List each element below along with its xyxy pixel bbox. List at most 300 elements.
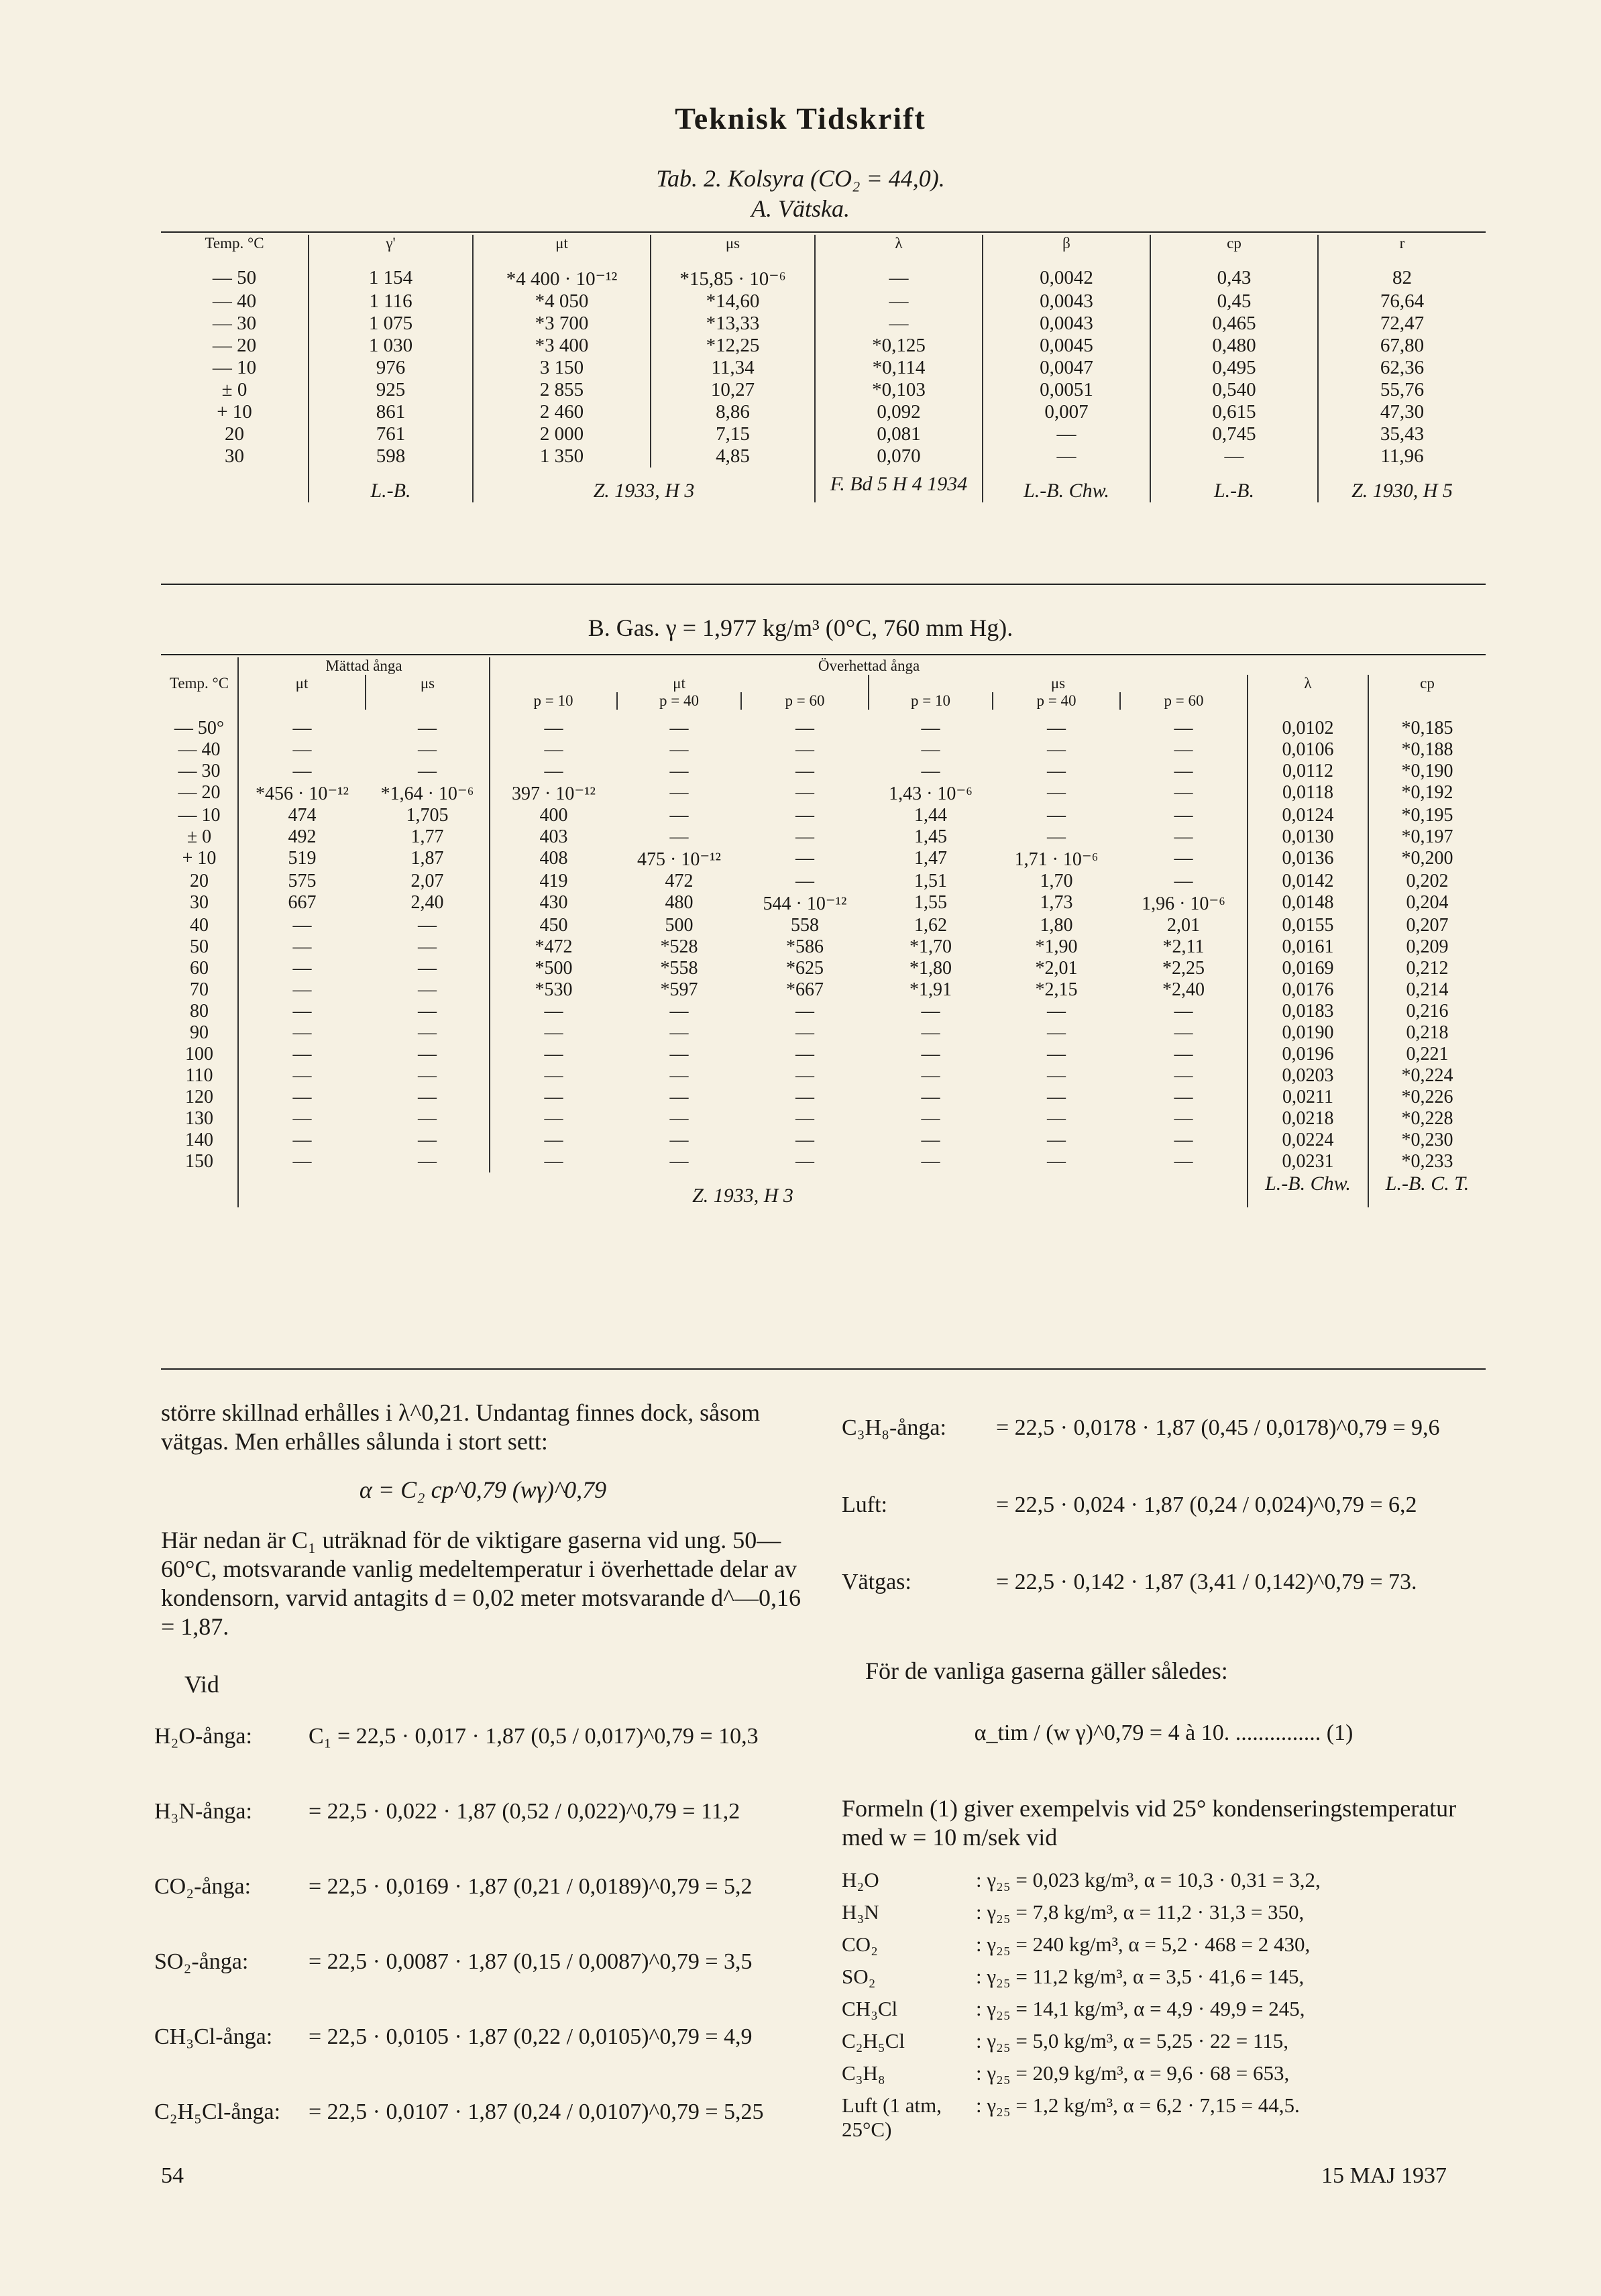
header-cell: μt [473,235,651,252]
table-cell: — [669,1001,689,1022]
table-cell: *0,195 [1401,805,1453,826]
table-cell: 976 [309,357,473,379]
group-saturated: Mättad ånga [238,657,490,675]
table-cell: — [544,718,563,739]
source-cell: Z. 1933, H 3 [238,1172,1248,1207]
table-cell: — [921,1151,940,1172]
table-cell: *3 700 [473,313,651,335]
table-cell: — [1047,782,1066,803]
source-cell: L.-B. [1150,468,1318,502]
table-cell: — [983,445,1150,468]
table-cell: 403 [539,826,568,847]
table-cell: 430 [539,892,568,913]
table-cell: 20 [161,871,238,892]
table-cell: 30 [161,892,238,915]
table-cell: 0,0161 [1248,936,1368,958]
source-cell: L.-B. [309,468,473,502]
table-cell: — [921,1108,940,1129]
table-cell: — [921,1022,940,1043]
table-cell: 1 350 [473,445,651,468]
table-cell: 0,0136 [1248,848,1368,871]
table-cell: — [366,710,490,739]
table-cell: 0,207 [1406,915,1449,936]
table-cell: — [795,1065,814,1086]
table-a-liquid [161,235,1486,502]
equation-expression: = 22,5 · 0,022 · 1,87 (0,52 / 0,022)^0,79 = 11,2 [309,1799,740,1824]
page-number: 54 [161,2163,184,2188]
table-cell: — [292,1130,312,1150]
table-cell: *2,25 [1120,958,1248,979]
table-cell: — [795,1087,814,1107]
table-cell: 40 [161,915,238,936]
table-cell: + 10 [161,401,309,423]
table-cell: 419 [539,871,568,891]
equation-row [154,1949,825,2024]
table-cell: — [669,718,689,739]
table-cell: — [1120,1087,1248,1108]
table-cell: — [795,805,814,826]
table-cell: — [292,761,312,781]
example-row [842,2061,1486,2093]
table-cell: — 50° [161,710,238,739]
table-cell: 0,0155 [1248,915,1368,936]
table-row [161,710,1486,739]
vid-label: Vid [184,1671,219,1698]
table-cell: — [795,1044,814,1064]
table-cell: — [1047,805,1066,826]
left-equations [154,1724,825,2175]
equation-row [154,1874,825,1949]
table-cell: 2,07 [366,871,490,892]
table-cell: — [669,1151,689,1172]
table-row [161,1065,1486,1087]
table-cell: 0,615 [1150,401,1318,423]
blank-cell [161,1172,238,1207]
table-cell: — [1120,1151,1248,1172]
table-cell: — [366,1151,490,1172]
table-row [161,401,1486,423]
table-cell: 1,71 · 10⁻⁶ [1014,849,1099,870]
example-gas: H₃N [842,1900,879,1924]
table-b-header-row [161,675,1486,692]
table-cell: 0,540 [1150,379,1318,401]
equation-expression: C₁ = 22,5 · 0,017 · 1,87 (0,5 / 0,017)^0,79 = 10,3 [309,1724,759,1749]
table-cell: *0,188 [1401,739,1453,760]
table-cell: 1,62 [914,915,947,936]
table-cell: 0,0224 [1248,1130,1368,1151]
equation-row [154,1724,825,1799]
table-cell: 400 [539,805,568,826]
source-cell: L.-B. Chw. [1248,1172,1368,1207]
mu-s-super-header: μs [869,675,1248,692]
example-value: : γ₂₅ = 240 kg/m³, α = 5,2 · 468 = 2 430, [976,1932,1311,1956]
header-cell: cp [1150,235,1318,252]
table-cell: 70 [161,979,238,1001]
table-cell: 0,0218 [1248,1108,1368,1130]
table-cell: 472 [665,871,694,891]
table-row [161,335,1486,357]
table-cell: — [292,1151,312,1172]
table-cell: 0,0047 [983,357,1150,379]
table-cell: 558 [791,915,819,936]
table-cell: — [544,739,563,760]
table-cell: — [366,1087,490,1108]
table-cell: — [921,1130,940,1150]
table-cell: *0,190 [1401,761,1453,781]
table-cell: — [1120,1065,1248,1087]
table-cell: 667 [288,892,317,913]
equation-label: C₃H₈-ånga: [842,1415,946,1440]
table-cell: — [669,1108,689,1129]
equation-row [842,1570,1486,1647]
left-formula: α = C₂ cp^0,79 (wγ)^0,79 [359,1476,607,1503]
table-cell: — [544,1022,563,1043]
table-cell: 1,44 [914,805,947,826]
table-cell: 0,0203 [1248,1065,1368,1087]
table-cell: — [292,1087,312,1107]
blank-cell [161,657,238,675]
table-cell: — [366,1130,490,1151]
blank-cell [1368,692,1486,710]
table-cell: 0,0211 [1248,1087,1368,1108]
table-cell: 0,0196 [1248,1044,1368,1065]
pressure-cell: p = 10 [490,692,617,710]
table-cell: — [1120,826,1248,848]
example-value: : γ₂₅ = 20,9 kg/m³, α = 9,6 · 68 = 653, [976,2061,1290,2085]
equation-expression: = 22,5 · 0,024 · 1,87 (0,24 / 0,024)^0,79 = 6,2 [996,1492,1417,1517]
pressure-cell: p = 10 [869,692,993,710]
table-cell: — [1047,1044,1066,1064]
table-cell: — [795,782,814,803]
table-subcaption: A. Vätska. [751,195,850,222]
pressure-cell: p = 40 [993,692,1120,710]
table-cell: 925 [309,379,473,401]
table-cell: — [1047,826,1066,847]
table-cell: *528 [660,936,698,957]
table-cell: — [921,761,940,781]
pressure-cell: p = 40 [617,692,741,710]
table-cell: — [1047,1087,1066,1107]
table-cell: 0,495 [1150,357,1318,379]
example-row [842,1965,1486,1997]
table-cell: 1,43 · 10⁻⁶ [889,783,973,804]
example-row [842,1932,1486,1965]
table-cell: — [366,1001,490,1022]
table-cell: 1 075 [309,313,473,335]
table-cell: *12,25 [651,335,815,357]
table-cell: 0,092 [815,401,983,423]
table-cell: — [669,739,689,760]
table-cell: — [292,1001,312,1022]
table-cell: *0,200 [1401,848,1453,869]
header-cell: λ [815,235,983,252]
table-cell: — [292,1022,312,1043]
equation-row [154,2099,825,2175]
header-cell: β [983,235,1150,252]
table-cell: — 20 [161,335,309,357]
equation-expression: = 22,5 · 0,142 · 1,87 (3,41 / 0,142)^0,79 = 73. [996,1570,1417,1594]
table-cell: — [983,423,1150,445]
table-cell: *0,185 [1401,718,1453,739]
table-cell: *13,33 [651,313,815,335]
equation-label: CH₃Cl-ånga: [154,2024,273,2049]
table-row [161,1151,1486,1172]
right-equations [842,1415,1486,1647]
table-cell: 110 [161,1065,238,1087]
table-cell: 82 [1392,267,1412,288]
table-cell: 1,47 [914,848,947,869]
table-cell: 500 [665,915,694,936]
table-cell: — [544,1130,563,1150]
table-cell: ± 0 [161,826,238,848]
blank-cell [238,692,366,710]
table-cell: 0,0148 [1248,892,1368,915]
equation-row [154,1799,825,1874]
table-cell: 0,081 [815,423,983,445]
source-cell: L.-B. Chw. [983,468,1150,502]
table-cell: 11,96 [1380,445,1424,467]
table-cell: 140 [161,1130,238,1151]
table-cell: — [1120,782,1248,805]
table-cell: 67,80 [1380,335,1425,356]
table-row [161,915,1486,936]
table-cell: *667 [786,979,824,1000]
table-cell: — 20 [161,782,238,805]
table-cell: — 30 [161,761,238,782]
table-cell: 3 150 [473,357,651,379]
table-cell: *2,40 [1120,979,1248,1001]
gas-caption: B. Gas. γ = 1,977 kg/m³ (0°C, 760 mm Hg). [588,614,1013,641]
journal-header: Teknisk Tidskrift [675,101,926,135]
table-cell: 0,216 [1406,1001,1449,1022]
table-cell: — [795,1001,814,1022]
example-row [842,1997,1486,2029]
table-cell: — [292,915,312,936]
equation-expression: = 22,5 · 0,0178 · 1,87 (0,45 / 0,0178)^0,79 = 9,6 [996,1415,1440,1440]
table-cell: 1,87 [366,848,490,871]
table-cell: 0,0130 [1248,826,1368,848]
table-row [161,1044,1486,1065]
table-cell: — [669,1087,689,1107]
table-cell: 0,070 [815,445,983,468]
group-superheated: Överhettad ånga [818,657,920,674]
table-row [161,357,1486,379]
header-cell: Temp. °C [161,235,309,252]
table-row [161,782,1486,805]
example-gas: SO₂ [842,1965,876,1988]
table-row [161,958,1486,979]
table-cell: 30 [161,445,309,468]
table-cell: — [366,739,490,761]
table-a-header-row [161,235,1486,252]
table-cell: *2,15 [1035,979,1078,1000]
table-b-source-row [161,1172,1486,1207]
table-cell: — [292,1044,312,1064]
table-cell: — [1047,1151,1066,1172]
table-cell: — 40 [161,739,238,761]
table-cell: — [1120,739,1248,761]
table-cell: — [815,252,983,290]
table-cell: — [669,1022,689,1043]
table-cell: — 40 [161,290,309,313]
table-cell: — [921,739,940,760]
table-cell: *4 400 · 10⁻¹² [473,252,651,290]
table-cell: — [1120,871,1248,892]
source-cell [161,468,309,502]
table-row [161,252,1486,290]
table-cell: 1,70 [1040,871,1073,891]
table-row [161,313,1486,335]
table-cell: — [544,1108,563,1129]
lambda-header: λ [1248,675,1368,692]
table-cell: 0,0043 [983,313,1150,335]
table-cell: — [544,1087,563,1107]
table-cell: *0,103 [815,379,983,401]
table-row [161,848,1486,871]
table-cell: — [1120,805,1248,826]
table-cell: — [366,1108,490,1130]
table-cell: 475 · 10⁻¹² [637,849,721,870]
table-cell: 1,55 [914,892,947,913]
equation-label: C₂H₅Cl-ånga: [154,2099,281,2124]
table-cell: 2 855 [473,379,651,401]
table-cell: — [366,915,490,936]
table-cell: *500 [535,958,573,979]
table-cell: 0,212 [1406,958,1449,979]
table-cell: 10,27 [651,379,815,401]
table-cell: *0,192 [1401,782,1453,803]
table-cell: — [1047,1065,1066,1086]
table-cell: 72,47 [1380,313,1425,334]
example-value: : γ₂₅ = 14,1 kg/m³, α = 4,9 · 49,9 = 245, [976,1997,1305,2020]
equation-label: H₂O-ånga: [154,1724,252,1749]
equation-label: H₃N-ånga: [154,1799,252,1824]
table-cell: — [544,1044,563,1064]
table-cell: 1,77 [366,826,490,848]
left-paragraph-2: Här nedan är C₁ uträknad för de viktigare gaserna vid ung. 50—60°C, motsvarande vanlig medeltemperatur i överhettade delar av kondensorn, varvid antagits d = 0,02 meter motsvarande d^—0,16 = 1,87. [161,1527,801,1640]
table-cell: — [1120,1108,1248,1130]
table-cell: 4,85 [651,445,815,468]
table-cell: *0,226 [1401,1087,1453,1107]
table-cell: — [921,1065,940,1086]
table-cell: 0,0169 [1248,958,1368,979]
table-cell: — [1047,1022,1066,1043]
header-cell: r [1399,235,1405,252]
table-cell: 397 · 10⁻¹² [512,783,596,804]
table-cell: — [815,313,983,335]
table-cell: 120 [161,1087,238,1108]
table-cell: 0,218 [1406,1022,1449,1043]
equation-expression: = 22,5 · 0,0105 · 1,87 (0,22 / 0,0105)^0,79 = 4,9 [309,2024,753,2049]
table-cell: 0,0043 [983,290,1150,313]
table-cell: 0,43 [1150,252,1318,290]
table-row [161,805,1486,826]
table-cell: *530 [535,979,573,1000]
table-cell: — [292,1065,312,1086]
table-cell: 0,221 [1406,1044,1449,1064]
table-cell: 1,51 [914,871,947,891]
table-cell: — [544,1151,563,1172]
table-cell: *0,114 [815,357,983,379]
example-gas: H₂O [842,1868,879,1892]
table-cell: *4 050 [473,290,651,313]
table-cell: *1,80 [909,958,952,979]
table-cell: — [1047,739,1066,760]
table-cell: — [1120,761,1248,782]
table-row [161,871,1486,892]
left-paragraph-1: större skillnad erhålles i λ^0,21. Undantag finnes dock, såsom vätgas. Men erhålles sålunda i stort sett: [161,1399,761,1455]
blank-cell [1248,657,1486,675]
table-cell: 1,45 [914,826,947,847]
table-cell: 55,76 [1380,379,1425,400]
table-cell: — 50 [161,252,309,290]
example-value: : γ₂₅ = 1,2 kg/m³, α = 6,2 · 7,15 = 44,5. [976,2093,1300,2117]
table-cell: *597 [660,979,698,1000]
table-row [161,739,1486,761]
table-b-group-row [161,657,1486,675]
blank-cell [366,692,490,710]
table-cell: 450 [539,915,568,936]
right-examples [842,1868,1486,2141]
table-cell: 0,209 [1406,936,1449,957]
blank-cell [161,692,238,710]
table-cell: — [1047,1130,1066,1150]
table-cell: ± 0 [161,379,309,401]
table-cell: 575 [288,871,317,891]
table-cell: 492 [288,826,317,847]
table-cell: 0,0051 [983,379,1150,401]
table-cell: 130 [161,1108,238,1130]
header-cell: γ' [309,235,473,252]
table-cell: + 10 [161,848,238,871]
table-a-source-row [161,468,1486,502]
example-row [842,1900,1486,1932]
table-cell: — [1120,1044,1248,1065]
table-row [161,761,1486,782]
cp-header: cp [1420,675,1435,692]
table-cell: 35,43 [1380,423,1425,445]
table-cell: 519 [288,848,317,869]
table-cell: 11,34 [651,357,815,379]
table-row [161,1087,1486,1108]
table-cell: — [795,1151,814,1172]
table-cell: 0,0124 [1248,805,1368,826]
table-cell: 50 [161,936,238,958]
pressure-cell: p = 60 [741,692,869,710]
example-row [842,2029,1486,2061]
table-cell: 0,0045 [983,335,1150,357]
table-cell: — [669,1130,689,1150]
table-cell: — [366,1065,490,1087]
example-gas: C₂H₅Cl [842,2029,905,2053]
table-cell: *1,64 · 10⁻⁶ [366,782,490,805]
table-cell: — 10 [161,357,309,379]
table-cell: 0,465 [1150,313,1318,335]
table-cell: 0,202 [1406,871,1449,891]
issue-date: 15 MAJ 1937 [1321,2163,1447,2188]
table-cell: 761 [309,423,473,445]
table-row [161,1022,1486,1044]
table-cell: 62,36 [1380,357,1425,378]
equation-row [842,1415,1486,1492]
table-cell: — [669,826,689,847]
table-cell: — [544,1001,563,1022]
table-cell: 47,30 [1380,401,1425,423]
table-cell: 1,96 · 10⁻⁶ [1120,892,1248,915]
temp-header: Temp. °C [161,675,238,692]
example-value: : γ₂₅ = 5,0 kg/m³, α = 5,25 · 22 = 115, [976,2029,1289,2053]
table-row [161,1001,1486,1022]
